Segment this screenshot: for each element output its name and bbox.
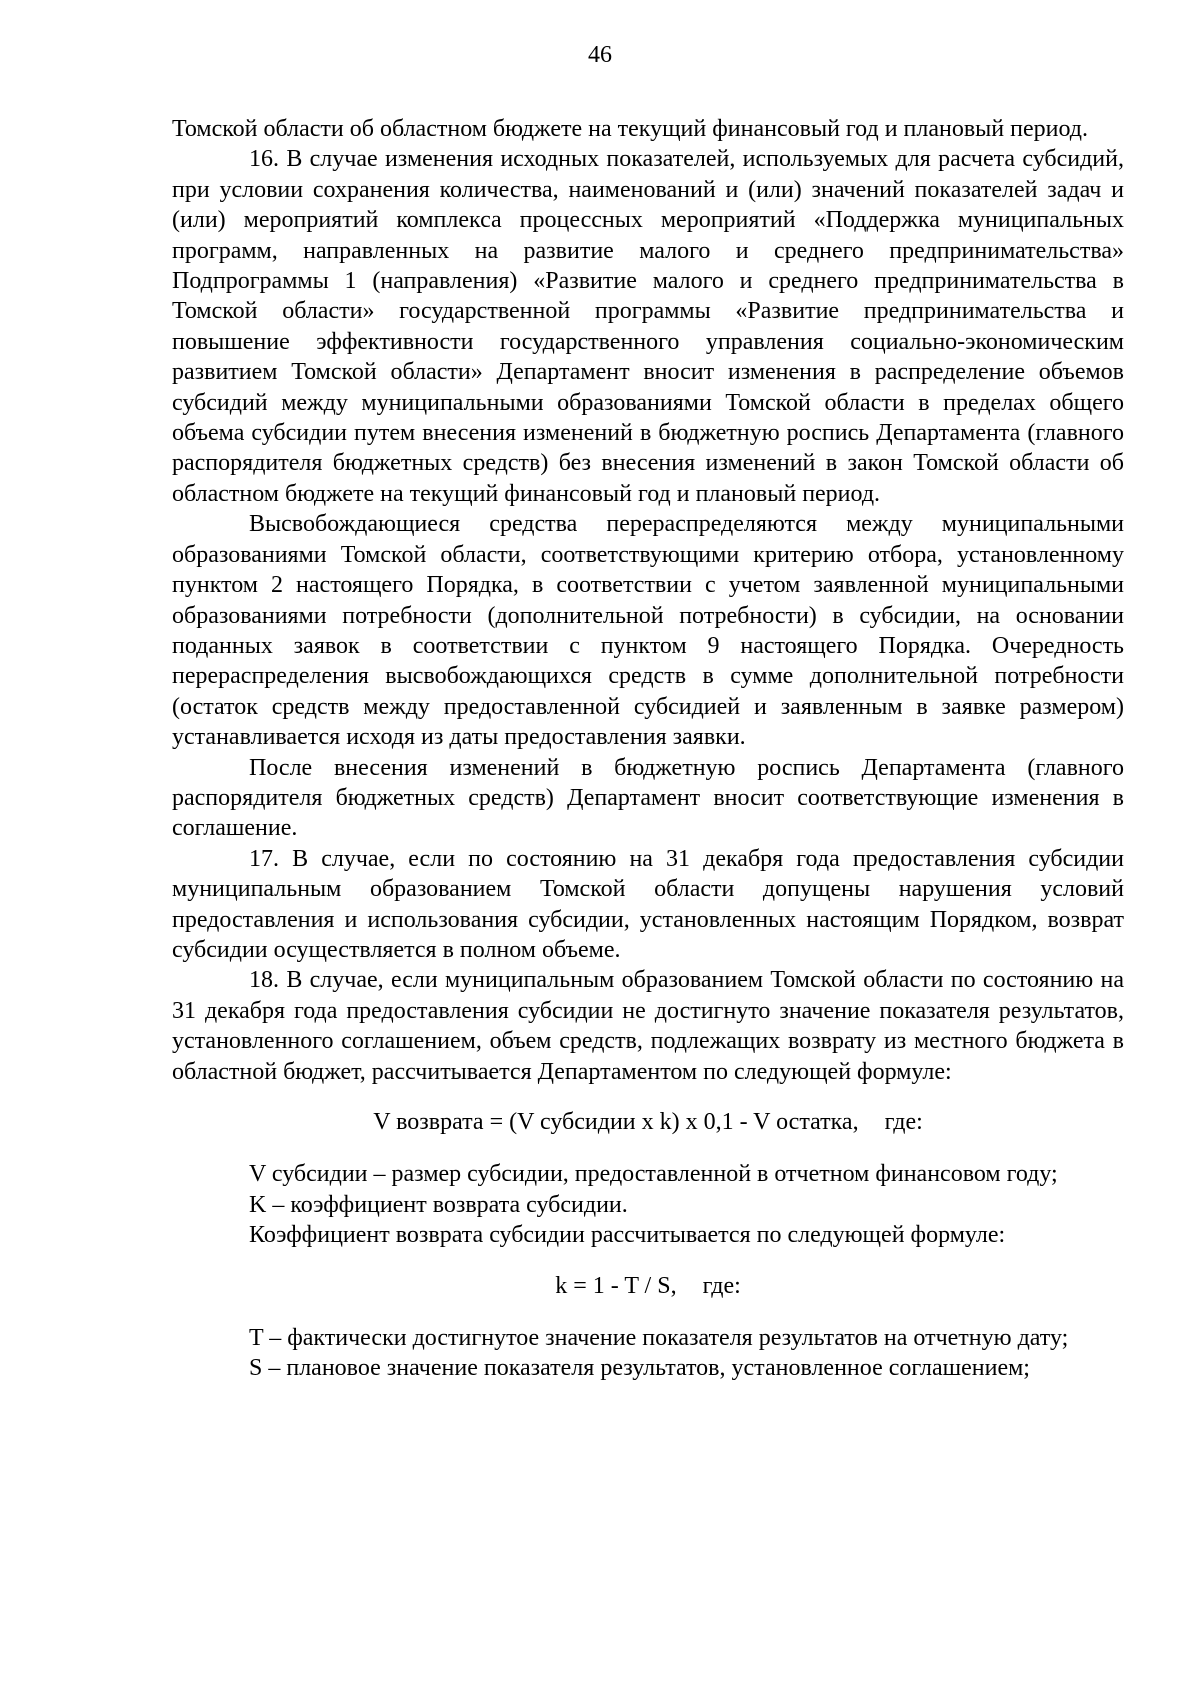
page-number: 46 [588, 42, 612, 68]
formula-expression: k = 1 - T / S, [555, 1272, 677, 1299]
paragraph: После внесения изменений в бюджетную роспись Департамента (главного распорядителя бюджетных средств) Департамент вносит соответствующие изменения в соглашение. [172, 754, 1124, 842]
document-body [172, 114, 1124, 1384]
paragraph: Высвобождающиеся средства перераспределяются между муниципальными образованиями Томской области, соответствующими критерию отбора, установленному пунктом 2 настоящего Порядка, в соответствии с учетом заявленной муниципальными образованиями потребности (дополнительной потребности) в субсидии, на основании поданных заявок в соответствии с пунктом 9 настоящего Порядка. Очередность перераспределения высвобождающихся средств в сумме дополнительной потребности (остаток средств между предоставленной субсидией и заявленным в заявке размером) устанавливается исходя из даты предоставления заявки. [172, 511, 1124, 751]
definition-t: T – фактически достигнутое значение показателя результатов на отчетную дату; [249, 1325, 1069, 1352]
paragraph-item-18: 18. В случае, если муниципальным образованием Томской области по состоянию на 31 декабря года предоставления субсидии не достигнуто значение показателя результатов, установленного соглашением, объем средств, подлежащих возврату из местного бюджета в областной бюджет, рассчитывается Департаментом по следующей формуле: [172, 967, 1124, 1085]
paragraph: Томской области об областном бюджете на текущий финансовый год и плановый период. [172, 116, 1089, 142]
definition-k-intro: Коэффициент возврата субсидии рассчитывается по следующей формуле: [249, 1222, 1006, 1249]
formula-expression: V возврата = (V субсидии x k) x 0,1 - V остатка, [373, 1109, 859, 1135]
definition-v-subsidy: V субсидии – размер субсидии, предоставленной в отчетном финансовом году; [249, 1161, 1058, 1188]
definition-s: S – плановое значение показателя результатов, установленное соглашением; [249, 1355, 1030, 1382]
formula-return-volume [172, 1107, 1124, 1137]
paragraph-item-16: 16. В случае изменения исходных показателей, используемых для расчета субсидий, при условии сохранения количества, наименований и (или) значений показателей задач и (или) мероприятий комплекса процессных мероприятий «Поддержка муниципальных программ, направленных на развитие малого и среднего предпринимательства» Подпрограммы 1 (направления) «Развитие малого и среднего предпринимательства в Томской области» государственной программы «Развитие предпринимательства и повышение эффективности государственного управления социально-экономическим развитием Томской области» Департамент вносит изменения в распределение объемов субсидий между муниципальными образованиями Томской области в пределах общего объема субсидии путем внесения изменений в бюджетную роспись Департамента (главного распорядителя бюджетных средств) без внесения изменений в закон Томской области об областном бюджете на текущий финансовый год и плановый период. [172, 146, 1124, 507]
definition-k: K – коэффициент возврата субсидии. [249, 1191, 628, 1218]
formula-where: где: [702, 1272, 741, 1299]
formula-where: где: [884, 1109, 923, 1135]
formula-coefficient [172, 1271, 1124, 1301]
paragraph-item-17: 17. В случае, если по состоянию на 31 декабря года предоставления субсидии муниципальным образованием Томской области допущены нарушения условий предоставления и использования субсидии, установленных настоящим Порядком, возврат субсидии осуществляется в полном объеме. [172, 845, 1124, 963]
